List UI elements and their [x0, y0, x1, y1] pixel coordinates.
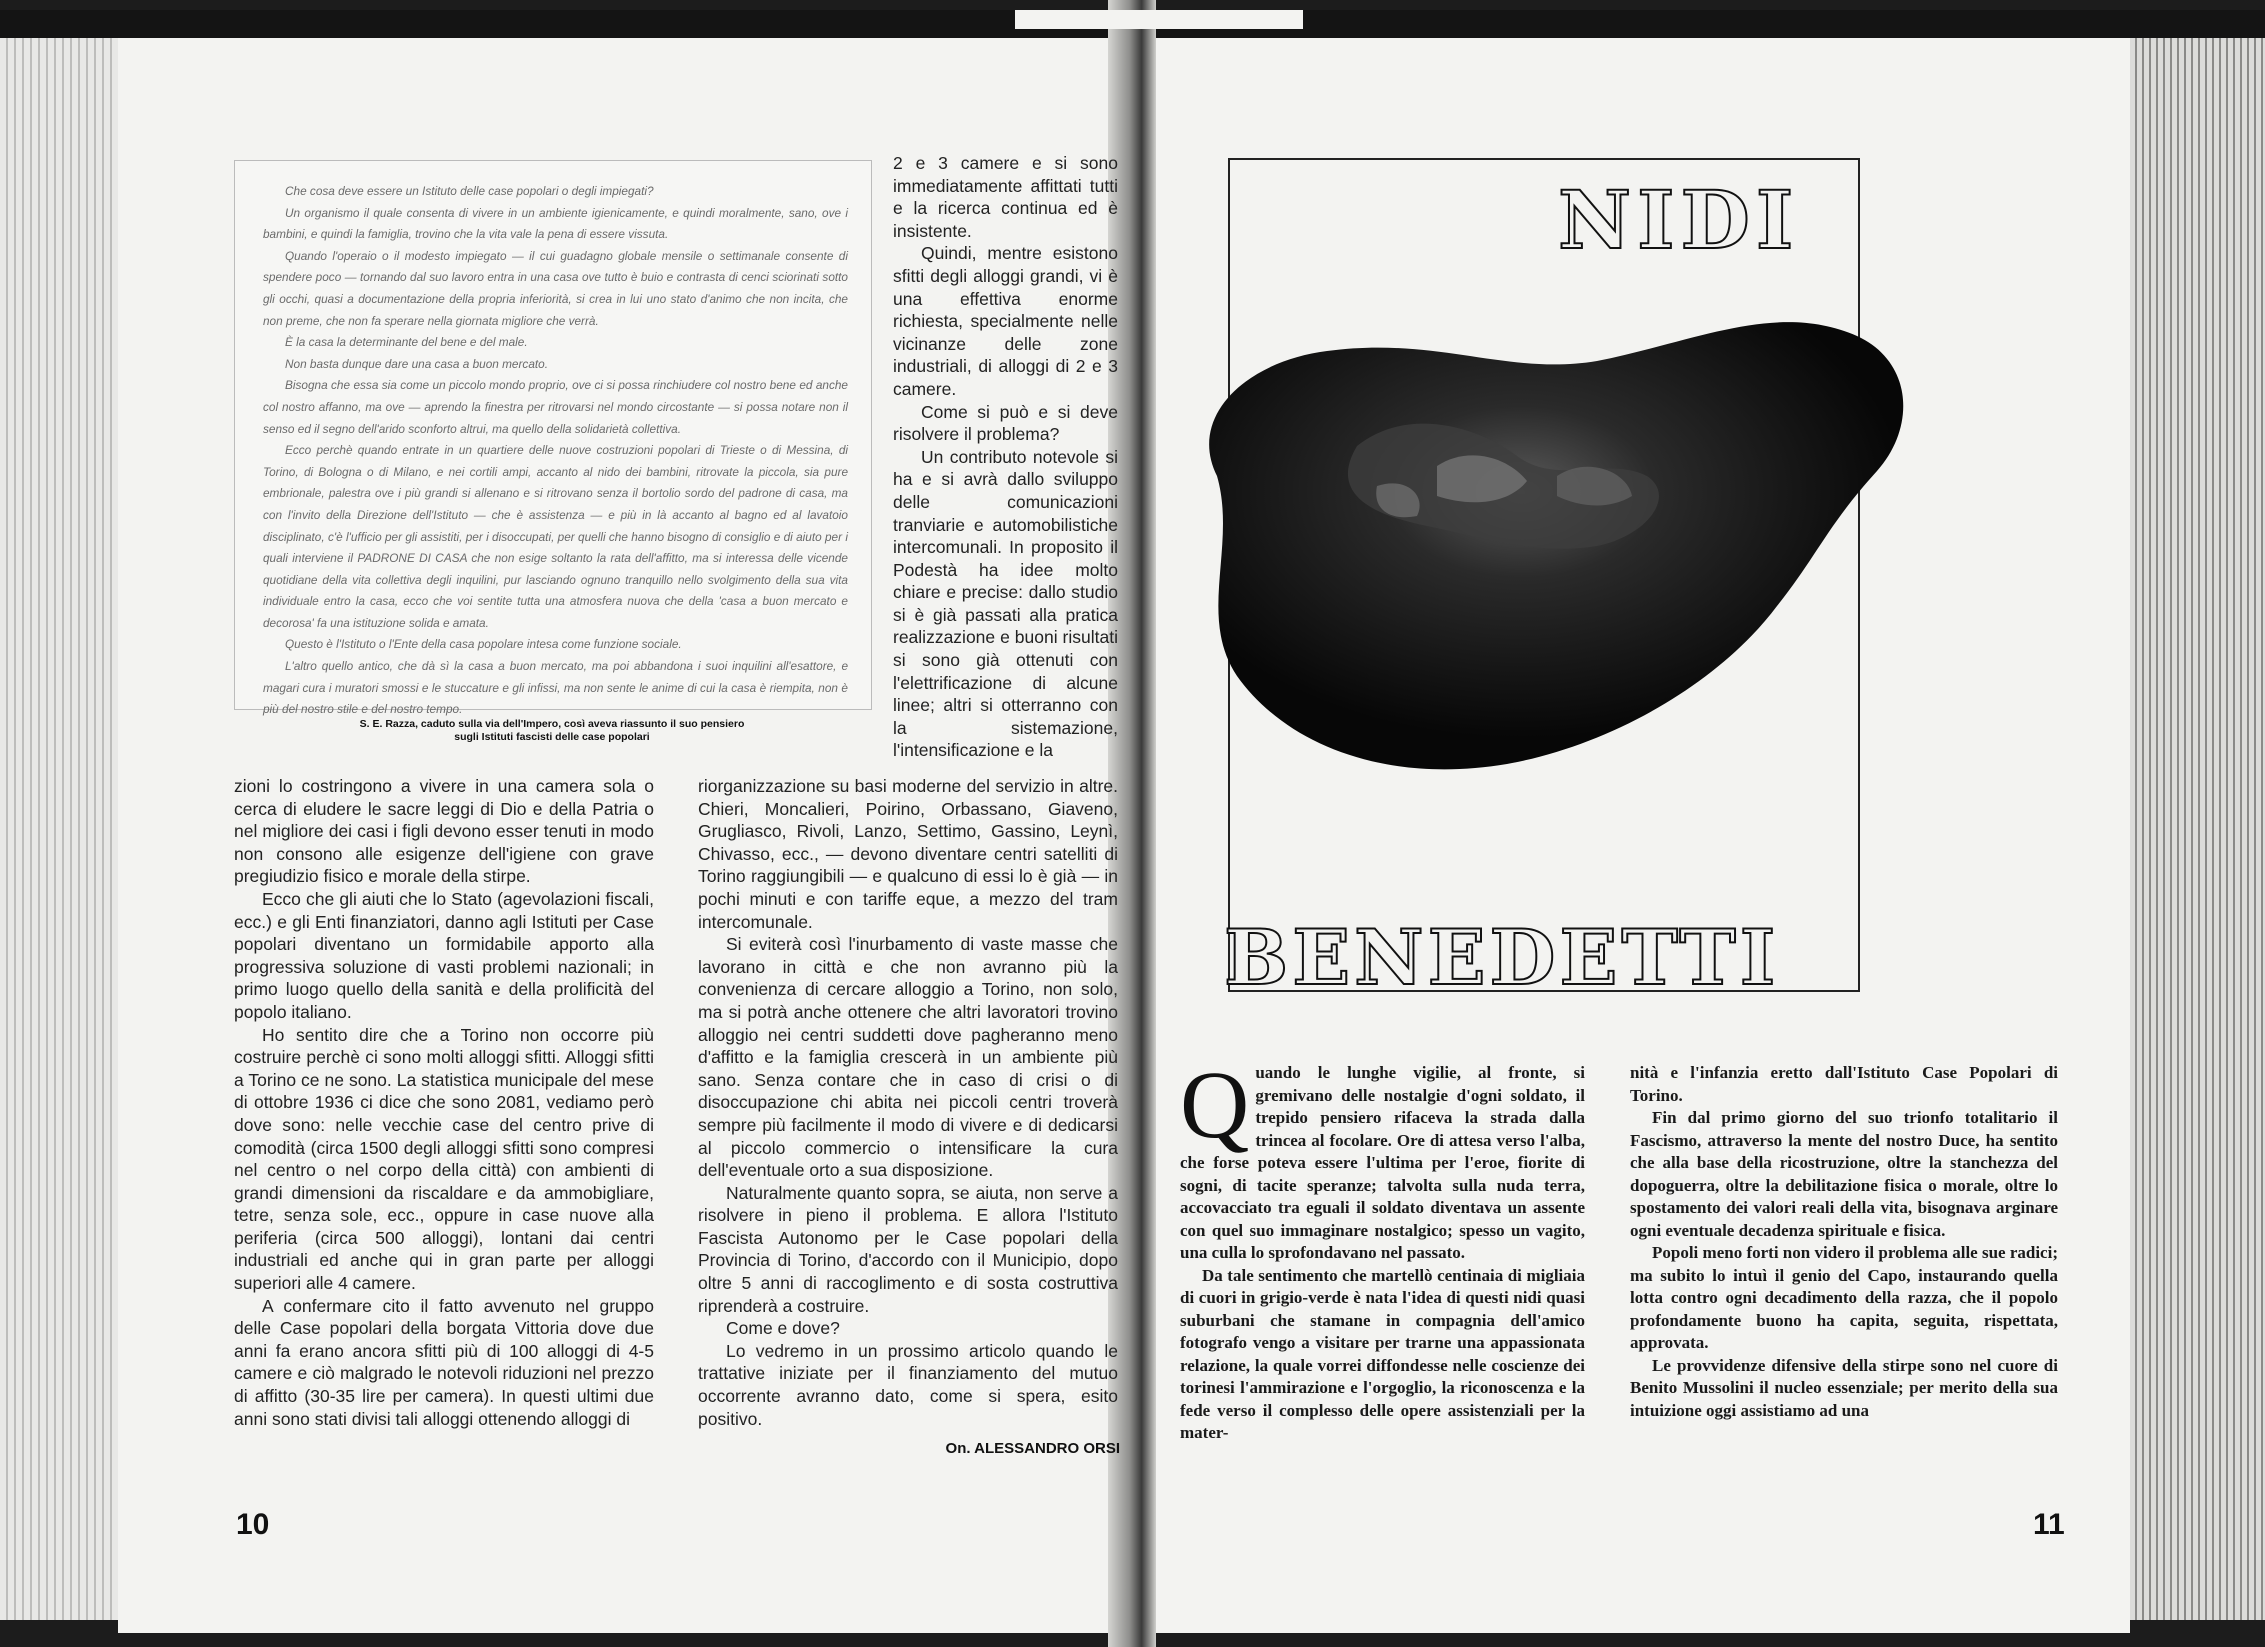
left-col2-bottom-paragraph: Naturalmente quanto sopra, se aiuta, non serve a risolvere in pieno il problema. E allora l'Istituto Fascista Autonomo per le Case popolari della Provincia di Torino, d'accordo con il Municipio, dopo oltre 5 anni di raccoglimento e di sosta costruttiva riprenderà a costruire.: [698, 1182, 1118, 1316]
left-col2-bottom-paragraph: Come e dove?: [726, 1318, 840, 1339]
drop-cap: Q: [1180, 1051, 1250, 1158]
left-column-2-bottom: [698, 775, 1118, 1430]
quote-text-paragraph: Non basta dunque dare una casa a buon mercato.: [285, 356, 548, 371]
author-signature: On. ALESSANDRO ORSI: [945, 1440, 1120, 1457]
quote-text-paragraph: Quando l'operaio o il modesto impiegato — il cui guadagno globale mensile o settimanale consente di spendere poco — tornando dal suo lavoro entra in una casa ove tutto è buio e contrasta di cenci sciorinati sotto gli occhi, quasi a documentazione della propria inferiorità, si crea in lui uno stato d'animo che non incita, che non preme, che non fa sperare nella giornata migliore che verrà.: [263, 248, 848, 328]
photo-caption: [234, 718, 870, 744]
photo-blob: [1177, 306, 1907, 773]
page-number-left: 10: [236, 1508, 270, 1541]
left-col1-paragraph: A confermare cito il fatto avvenuto nel gruppo delle Case popolari della borgata Vittoria dove due anni fa erano ancora sfitti più di 100 alloggi di 4-5 camere e ciò malgrado le notevoli riduzioni nel prezzo di affitto (30-35 lire per camera). In questi ultimi due anni sono stati divisi tali alloggi ottenendo alloggi di: [234, 1295, 654, 1429]
right-first-paragraph: uando le lunghe vigilie, al fronte, si gremivano delle nostalgie d'ogni soldato, il trepido pensiero rifaceva la strada dalla trincea al focolare. Ore di attesa verso l'alba, che forse poteva essere l'ultima per l'eroe, fiorite di sogni, di tacite speranze; talvolta sulla nuda terra, accovacciato tra eguali il soldato diventava un assente con quel suo immaginare nostalgico; spesso un vagito, una culla lo sprofondavano nel passato.: [1180, 1063, 1585, 1262]
quote-text: [263, 181, 848, 721]
quote-box: [234, 160, 872, 717]
quote-text-paragraph: Questo è l'Istituto o l'Ente della casa popolare intesa come funzione sociale.: [285, 637, 682, 652]
quote-text-paragraph: Che cosa deve essere un Istituto delle case popolari o degli impiegati?: [285, 184, 654, 198]
left-col2-top-paragraph: 2 e 3 camere e si sono immediatamente affittati tutti e la ricerca continua ed è insistente.: [893, 153, 1118, 241]
book-edge-left: [0, 20, 118, 1620]
page-number-right: 11: [2033, 1508, 2065, 1541]
quote-text-paragraph: È la casa la determinante del bene e del male.: [285, 335, 528, 350]
right-col2-paragraph: Le provvidenze difensive della stirpe sono nel cuore di Benito Mussolini il nucleo essenziale; per merito della sua intuizione oggi assistiamo ad una: [1630, 1355, 2058, 1420]
quote-text-paragraph: L'altro quello antico, che dà sì la casa a buon mercato, ma poi abbandona i suoi inquilini all'esattore, e magari cura i muratori smossi e le stuccature e gli infissi, ma non sente le anime di cui la casa è riempita, non è più del nostro stile e del nostro tempo.: [263, 659, 848, 717]
caption-line-2: sugli Istituti fascisti delle case popolari: [454, 731, 650, 743]
quote-text-paragraph: Bisogna che essa sia come un piccolo mondo proprio, ove ci si possa rinchiudere col nostro bene ed anche col nostro affanno, ma ove — aprendo la finestra per ritrovarsi nel mondo circostante — si possa notare non il senso ed il segno dell'arido sconforto altrui, ma quello della solidarietà collettiva.: [263, 378, 848, 436]
right-column-2: [1630, 1062, 2058, 1422]
book-edge-right: [2130, 20, 2265, 1620]
quote-text-paragraph: Ecco perchè quando entrate in un quartiere delle nuove costruzioni popolari di Trieste o di Messina, di Torino, di Bologna o di Milano, e nei cortili ampi, accanto al nido dei bambini, ritrovate la piccola, sia pure embrionale, palestra ove i più grandi si allenano e si ritrovano senza il bortolio sordo del padrone di casa, ma con l'invito della Direzione dell'Istituto — che è assistenza — e più in là accanto al bagno ed al lavatoio disciplinato, c'è l'ufficio per gli assistiti, per i disoccupati, per quelli che hanno bisogno di consiglio e di aiuto per i quali interviene il PADRONE DI CASA che non esige soltanto la rata dell'affitto, ma si interessa delle vicende quotidiane della vita collettiva degli inquilini, pur lasciando ognuno tranquillo nello svolgimento della sua vita individuale entro la casa, ecco che voi sentite tutta una atmosfera nuova che della 'casa a buon mercato e decorosa' fa una istituzione solida e amata.: [263, 443, 848, 630]
left-col2-bottom-paragraph: Lo vedremo in un prossimo articolo quando le trattative iniziate per il finanziamento del mutuo occorrente avranno dato, come si spera, esito positivo.: [698, 1340, 1118, 1429]
scan-top-notch: [1015, 10, 1303, 29]
left-col1-paragraph: Ho sentito dire che a Torino non occorre più costruire perchè ci sono molti alloggi sfitti. Alloggi sfitti a Torino ce ne sono. La statistica municipale del mese di ottobre 1936 ci dice che sono 2081, vediamo però dove sono: nelle vecchie case del centro prive di comodità (circa 1500 degli alloggi sfitti sono compresi nel centro o nel corpo della città) con ambienti di grandi dimensioni da riscaldare e da ammobigliare, tetre, senza sole, ecc., oppure in case nuove alla periferia (circa 500 alloggi), lontani dai centri industriali ed anche qui in gran parte per alloggi superiori alle 4 camere.: [234, 1024, 654, 1294]
right-col2-paragraph: nità e l'infanzia eretto dall'Istituto Case Popolari di Torino.: [1630, 1063, 2058, 1105]
left-col2-bottom-paragraph: Si eviterà così l'inurbamento di vaste masse che lavorano in città e che non avranno più la convenienza di cercare alloggio a Torino, non solo, ma si potrà anche ottenere che altri lavoratori trovino alloggio nei centri suddetti dove pagheranno meno d'affitto e la famiglia crescerà in un ambiente più sano. Senza contare che in caso di crisi o di disoccupazione chi abita nei piccoli centri troverà sempre più facilmente il modo di vivere e di dedicarsi al piccolo commercio o intensificare la cura dell'eventuale orto a sua disposizione.: [698, 934, 1118, 1181]
right-column-1: [1180, 1051, 1585, 1445]
left-col2-top-paragraph: Come si può e si deve risolvere il problema?: [893, 401, 1118, 445]
right-col2-paragraph: Fin dal primo giorno del suo trionfo totalitario il Fascismo, attraverso la mente del nostro Duce, ha sentito che alla base della ricostruzione, oltre la stanchezza del dopoguerra, oltre la debilitazione fisica o morale, oltre lo spostamento dei valori reali della vita, bisognava arginare ogni eventuale decadenza spirituale e fisica.: [1630, 1108, 2058, 1240]
left-col1-paragraph: zioni lo costringono a vivere in una camera sola o cerca di eludere le sacre leggi di Dio e della Patria o nel migliore dei casi i figli devono esser tenuti in modo non consono alle esigenze dell'igiene con grave pregiudizio fisico e morale della stirpe.: [234, 776, 654, 887]
left-col2-top-paragraph: Un contributo notevole si ha e si avrà dallo sviluppo delle comunicazioni tranviarie e automobilistiche intercomunali. In proposito il Podestà ha idee molto chiare e precise: dallo studio si è già passati alla pratica realizzazione e buoni risultati si sono già ottenuti con l'elettrificazione di alcune linee; altri si otterranno con la sistemazione, l'intensificazione e la: [893, 446, 1118, 761]
right-col2-paragraph: Popoli meno forti non videro il problema alle sue radici; ma subito lo intuì il genio del Capo, instaurando quella lotta contro ogni decadimento della razza, che il popolo profondamente buono ha capita, seguita, rispettata, approvata.: [1630, 1243, 2058, 1352]
left-column-1: [234, 775, 654, 1430]
left-col2-bottom-paragraph: riorganizzazione su basi moderne del servizio in altre. Chieri, Moncalieri, Poirino, Orbassano, Giaveno, Grugliasco, Rivoli, Lanzo, Settimo, Gassino, Leynì, Chivasso, ecc., — devono diventare centri satelliti di Torino raggiungibili — e qualcuno di essi lo è già — in pochi minuti e con tariffe eque, a mezzo del tram intercomunale.: [698, 776, 1118, 932]
title-word-benedetti: BENEDETTI: [1224, 913, 1780, 1002]
left-column-2-top: [893, 152, 1118, 762]
left-col1-paragraph: Ecco che gli aiuti che lo Stato (agevolazioni fiscali, ecc.) e gli Enti finanziatori, danno agli Istituti per Case popolari diventano un formidabile apporto alla progressiva soluzione di vasti problemi nazionali; in primo luogo quello della sanità e della prolificità del popolo italiano.: [234, 888, 654, 1022]
right-column-1-paragraph: Da tale sentimento che martellò centinaia di migliaia di cuori in grigio-verde è nata l'idea di questi nidi quasi suburbani che stamane in compagnia dell'amico fotografo vengo a visitare per trarne una appassionata relazione, la quale vorrei diffondesse nelle coscienze dei torinesi l'ammirazione e l'orgoglio, la riconoscenza e la fede verso il complesso delle opere assistenziali per la mater-: [1180, 1265, 1585, 1442]
caption-line-1: S. E. Razza, caduto sulla via dell'Impero, così aveva riassunto il suo pensiero: [359, 718, 745, 730]
left-col2-top-paragraph: Quindi, mentre esistono sfitti degli alloggi grandi, vi è una effettiva enorme richiesta, specialmente nelle vicinanze delle zone industriali, di alloggi di 2 e 3 camere.: [893, 243, 1118, 399]
quote-text-paragraph: Un organismo il quale consenta di vivere in un ambiente igienicamente, e quindi moralmente, sano, ove i bambini, e quindi la famiglia, trovino che la vita vale la pena di essere vissuta.: [263, 205, 848, 242]
title-word-nidi: NIDI: [1558, 173, 1800, 267]
